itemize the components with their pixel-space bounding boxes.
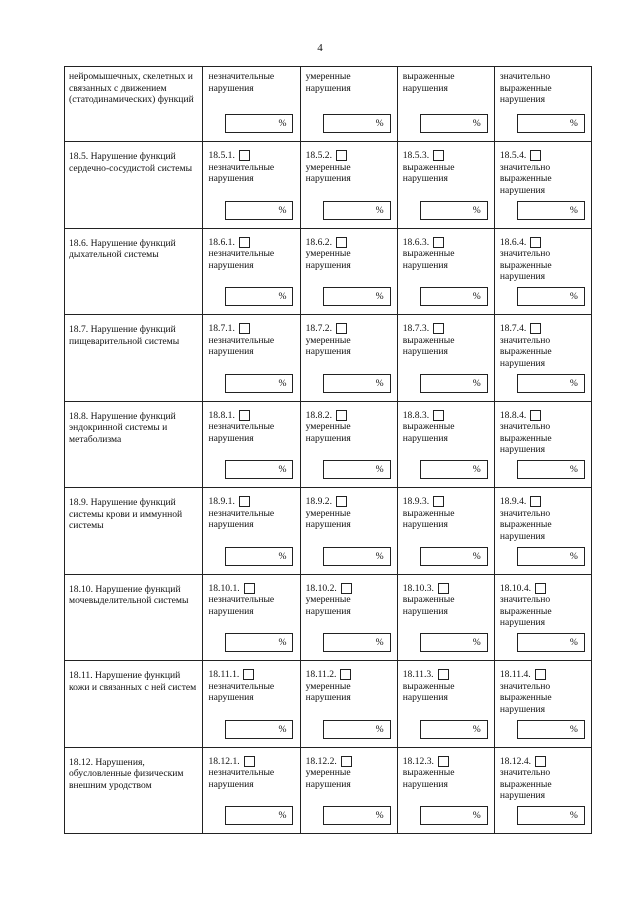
severity-option — [494, 661, 591, 747]
severity-checkbox[interactable] — [530, 496, 541, 507]
severity-checkbox[interactable] — [341, 583, 352, 594]
severity-option — [300, 142, 397, 228]
percent-input-box[interactable] — [225, 287, 293, 306]
severity-option — [397, 661, 494, 747]
percent-input-box[interactable] — [225, 201, 293, 220]
table-row — [64, 229, 592, 316]
percent-sign: % — [375, 550, 384, 562]
severity-option — [300, 315, 397, 401]
percent-sign: % — [569, 291, 578, 302]
percent-input-box[interactable] — [420, 201, 488, 220]
option-code: 18.6.4. — [499, 236, 527, 248]
percent-input-box[interactable] — [323, 460, 391, 479]
option-code: 18.8.1. — [208, 409, 235, 421]
option-code-line — [403, 150, 490, 162]
option-code-line — [403, 410, 490, 422]
percent-input-box[interactable] — [420, 114, 488, 133]
percent-input-box[interactable] — [225, 547, 293, 566]
severity-text: выраженные нарушения — [402, 71, 455, 94]
percent-sign: % — [472, 291, 481, 302]
percent-sign: % — [472, 204, 481, 216]
severity-option — [300, 402, 397, 488]
option-code-line — [500, 323, 587, 335]
severity-text: значительно выраженные нарушения — [499, 680, 552, 715]
option-code-line — [306, 150, 393, 162]
severity-checkbox[interactable] — [341, 756, 352, 767]
option-code: 18.6.1. — [208, 236, 235, 248]
severity-text: умеренные нарушения — [305, 767, 351, 790]
table-row — [64, 488, 592, 575]
severity-option — [202, 488, 299, 574]
option-code-line — [500, 496, 587, 508]
option-code-line — [500, 150, 587, 162]
percent-sign: % — [569, 723, 578, 735]
percent-sign: % — [278, 550, 287, 562]
severity-text: незначительные нарушения — [208, 507, 275, 531]
percent-sign: % — [569, 204, 578, 216]
severity-option — [397, 67, 494, 141]
severity-text: значительно выраженные нарушения — [499, 767, 552, 802]
percent-sign: % — [375, 810, 384, 821]
severity-checkbox[interactable] — [433, 237, 444, 248]
table-row — [64, 748, 592, 835]
severity-option — [494, 315, 591, 401]
percent-sign: % — [278, 637, 287, 648]
severity-checkbox[interactable] — [535, 756, 546, 767]
option-code-line — [403, 583, 490, 595]
option-code-line — [403, 323, 490, 335]
severity-option — [202, 142, 299, 228]
severity-checkbox[interactable] — [433, 410, 444, 421]
percent-input-box[interactable] — [323, 633, 391, 652]
severity-text: значительно выраженные нарушения — [499, 507, 552, 542]
option-code: 18.9.4. — [499, 496, 527, 507]
percent-sign: % — [472, 723, 481, 735]
severity-option — [202, 315, 299, 401]
severity-checkbox[interactable] — [433, 496, 444, 507]
severity-option — [300, 748, 397, 834]
percent-input-box[interactable] — [225, 720, 293, 739]
percent-input-box[interactable] — [517, 114, 585, 133]
percent-sign: % — [278, 291, 287, 302]
severity-text: незначительные нарушения — [208, 161, 275, 185]
percent-sign: % — [375, 377, 384, 389]
option-code: 18.5.3. — [402, 150, 430, 161]
option-code-line — [208, 237, 295, 249]
percent-input-box[interactable] — [323, 114, 391, 133]
option-code-line — [208, 323, 295, 335]
severity-text: умеренные нарушения — [305, 421, 351, 444]
severity-text: выраженные нарушения — [402, 421, 455, 444]
severity-text: значительно выраженные нарушения — [499, 421, 552, 456]
option-code: 18.10.1. — [208, 582, 240, 594]
option-code-line — [500, 756, 587, 768]
severity-text: выраженные нарушения — [402, 161, 455, 185]
option-code: 18.12.2. — [305, 755, 337, 767]
severity-text: незначительные нарушения — [208, 594, 275, 617]
severity-checkbox[interactable] — [535, 583, 546, 594]
option-code: 18.8.4. — [499, 409, 527, 421]
option-code: 18.11.3. — [402, 669, 434, 680]
severity-text: выраженные нарушения — [402, 507, 455, 531]
severity-checkbox[interactable] — [336, 150, 347, 161]
severity-text: незначительные нарушения — [208, 421, 275, 444]
option-code: 18.7.4. — [499, 323, 527, 334]
option-code: 18.7.2. — [305, 323, 332, 334]
option-code-line — [306, 583, 393, 595]
severity-text: выраженные нарушения — [402, 680, 455, 704]
option-code: 18.6.2. — [305, 236, 332, 248]
function-label: нейромышечных, скелетных и связанных с движением (статодинамических) функций — [69, 71, 194, 106]
severity-option — [494, 575, 591, 661]
severity-checkbox[interactable] — [438, 669, 449, 680]
table-row — [64, 315, 592, 402]
severity-text: значительно выраженные нарушения — [499, 334, 552, 369]
option-code-line — [208, 496, 295, 508]
severity-checkbox[interactable] — [530, 237, 541, 248]
severity-option — [202, 67, 299, 141]
severity-text: умеренные нарушения — [305, 248, 351, 271]
severity-checkbox[interactable] — [239, 150, 250, 161]
percent-input-box[interactable] — [420, 720, 488, 739]
option-code: 18.9.1. — [208, 496, 235, 507]
percent-input-box[interactable] — [420, 547, 488, 566]
severity-checkbox[interactable] — [239, 237, 250, 248]
function-label: 18.9. Нарушение функций системы крови и иммунной системы — [69, 497, 183, 532]
percent-sign: % — [278, 810, 287, 821]
severity-checkbox[interactable] — [244, 583, 255, 594]
percent-input-box[interactable] — [420, 633, 488, 652]
severity-option — [397, 142, 494, 228]
severity-checkbox[interactable] — [239, 496, 250, 507]
option-code: 18.11.1. — [208, 669, 240, 680]
option-code: 18.7.3. — [402, 323, 430, 334]
severity-text: выраженные нарушения — [402, 334, 455, 358]
severity-option — [494, 142, 591, 228]
percent-input-box[interactable] — [517, 460, 585, 479]
option-code-line — [208, 756, 295, 768]
severity-option — [397, 229, 494, 315]
option-code-line — [208, 583, 295, 595]
severity-option — [494, 402, 591, 488]
option-code-line — [306, 323, 393, 335]
option-code-line — [306, 669, 393, 681]
severity-option — [494, 488, 591, 574]
severity-option — [300, 67, 397, 141]
severity-option — [494, 229, 591, 315]
percent-input-box[interactable] — [517, 547, 585, 566]
option-code-line — [403, 756, 490, 768]
severity-checkbox[interactable] — [438, 756, 449, 767]
percent-input-box[interactable] — [517, 720, 585, 739]
percent-sign: % — [278, 204, 287, 216]
percent-input-box[interactable] — [225, 374, 293, 393]
severity-option — [202, 661, 299, 747]
percent-sign: % — [569, 810, 578, 821]
severity-option — [300, 575, 397, 661]
percent-sign: % — [472, 550, 481, 562]
option-code: 18.11.2. — [305, 669, 337, 680]
option-code-line — [208, 150, 295, 162]
percent-input-box[interactable] — [323, 547, 391, 566]
function-label: 18.6. Нарушение функций дыхательной системы — [69, 237, 176, 261]
percent-sign: % — [569, 118, 578, 129]
severity-text: незначительные нарушения — [208, 248, 275, 271]
percent-sign: % — [472, 377, 481, 389]
severity-text: значительно выраженные нарушения — [499, 248, 552, 283]
percent-sign: % — [278, 118, 287, 129]
severity-checkbox[interactable] — [336, 410, 347, 421]
severity-option — [397, 488, 494, 574]
severity-checkbox[interactable] — [336, 323, 347, 334]
severity-option — [300, 229, 397, 315]
disability-assessment-table — [64, 66, 592, 834]
option-code-line — [306, 756, 393, 768]
severity-option — [202, 229, 299, 315]
option-code: 18.11.4. — [499, 669, 531, 680]
option-code-line — [500, 583, 587, 595]
severity-text: умеренные нарушения — [305, 594, 351, 617]
severity-text: незначительные нарушения — [208, 334, 275, 358]
option-code-line — [306, 410, 393, 422]
severity-text: значительно выраженные нарушения — [499, 594, 552, 629]
percent-input-box[interactable] — [420, 806, 488, 825]
option-code: 18.8.2. — [305, 409, 332, 421]
option-code: 18.10.2. — [305, 582, 337, 594]
percent-sign: % — [375, 637, 384, 648]
table-row — [64, 142, 592, 229]
option-code-line — [403, 237, 490, 249]
option-code: 18.10.4. — [499, 582, 532, 594]
percent-sign: % — [472, 637, 481, 648]
percent-sign: % — [569, 550, 578, 562]
severity-option — [300, 488, 397, 574]
severity-checkbox[interactable] — [530, 323, 541, 334]
severity-text: умеренные нарушения — [305, 680, 351, 704]
percent-input-box[interactable] — [323, 806, 391, 825]
function-label: 18.5. Нарушение функций сердечно-сосудистой системы — [69, 151, 193, 174]
function-label: 18.11. Нарушение функций кожи и связанных с ней систем — [69, 670, 197, 693]
severity-text: выраженные нарушения — [402, 594, 455, 617]
percent-sign: % — [278, 723, 287, 735]
severity-option — [494, 748, 591, 834]
severity-checkbox[interactable] — [336, 496, 347, 507]
severity-text: незначительные нарушения — [208, 767, 275, 790]
severity-text: умеренные нарушения — [305, 334, 351, 358]
option-code-line — [500, 669, 587, 681]
percent-sign: % — [472, 464, 481, 475]
severity-option — [202, 402, 299, 488]
option-code-line — [403, 669, 490, 681]
option-code-line — [208, 669, 295, 681]
function-label: 18.12. Нарушения, обусловленные физическим внешним уродством — [69, 756, 184, 791]
severity-option — [397, 575, 494, 661]
severity-checkbox[interactable] — [336, 237, 347, 248]
percent-input-box[interactable] — [225, 114, 293, 133]
severity-option — [397, 748, 494, 834]
percent-sign: % — [375, 723, 384, 735]
percent-sign: % — [569, 464, 578, 475]
option-code-line — [306, 237, 393, 249]
option-code: 18.5.1. — [208, 150, 235, 161]
percent-input-box[interactable] — [323, 201, 391, 220]
option-code: 18.9.2. — [305, 496, 332, 507]
percent-input-box[interactable] — [517, 201, 585, 220]
severity-text: умеренные нарушения — [305, 71, 351, 94]
percent-input-box[interactable] — [225, 806, 293, 825]
severity-text: выраженные нарушения — [402, 248, 455, 271]
percent-sign: % — [375, 204, 384, 216]
option-code: 18.7.1. — [208, 323, 235, 334]
percent-input-box[interactable] — [323, 374, 391, 393]
severity-checkbox[interactable] — [535, 669, 546, 680]
percent-input-box[interactable] — [517, 374, 585, 393]
severity-text: значительно выраженные нарушения — [499, 71, 552, 106]
percent-sign: % — [472, 810, 481, 821]
severity-text: выраженные нарушения — [402, 767, 455, 790]
option-code: 18.12.1. — [208, 755, 240, 767]
option-code-line — [500, 237, 587, 249]
severity-text: умеренные нарушения — [305, 161, 351, 185]
percent-input-box[interactable] — [420, 460, 488, 479]
percent-input-box[interactable] — [225, 460, 293, 479]
percent-input-box[interactable] — [420, 374, 488, 393]
severity-text: незначительные нарушения — [208, 71, 275, 94]
percent-sign: % — [278, 464, 287, 475]
percent-input-box[interactable] — [420, 287, 488, 306]
table-row — [64, 66, 592, 142]
percent-input-box[interactable] — [517, 806, 585, 825]
severity-checkbox[interactable] — [433, 150, 444, 161]
percent-sign: % — [278, 377, 287, 389]
percent-input-box[interactable] — [517, 633, 585, 652]
severity-checkbox[interactable] — [438, 583, 449, 594]
function-label: 18.10. Нарушение функций мочевыделительной системы — [69, 583, 189, 607]
severity-text: значительно выраженные нарушения — [499, 161, 552, 196]
option-code-line — [208, 410, 295, 422]
severity-checkbox[interactable] — [530, 410, 541, 421]
severity-option — [397, 315, 494, 401]
option-code-line — [306, 496, 393, 508]
severity-option — [494, 67, 591, 141]
percent-input-box[interactable] — [517, 287, 585, 306]
option-code: 18.10.3. — [402, 582, 434, 594]
function-label: 18.8. Нарушение функций эндокринной системы и метаболизма — [69, 410, 176, 445]
severity-checkbox[interactable] — [243, 669, 254, 680]
percent-sign: % — [569, 377, 578, 389]
severity-checkbox[interactable] — [239, 410, 250, 421]
option-code: 18.6.3. — [402, 236, 430, 248]
severity-checkbox[interactable] — [530, 150, 541, 161]
percent-sign: % — [375, 118, 384, 129]
percent-sign: % — [569, 637, 578, 648]
table-row — [64, 575, 592, 662]
severity-option — [202, 748, 299, 834]
severity-checkbox[interactable] — [244, 756, 255, 767]
option-code: 18.8.3. — [402, 409, 430, 421]
percent-input-box[interactable] — [323, 720, 391, 739]
severity-option — [300, 661, 397, 747]
option-code: 18.5.4. — [499, 150, 527, 161]
percent-sign: % — [375, 291, 384, 302]
option-code: 18.12.3. — [402, 755, 434, 767]
percent-sign: % — [472, 118, 481, 129]
severity-checkbox[interactable] — [239, 323, 250, 334]
option-code: 18.9.3. — [402, 496, 430, 507]
percent-sign: % — [375, 464, 384, 475]
severity-text: умеренные нарушения — [305, 507, 351, 531]
option-code: 18.5.2. — [305, 150, 332, 161]
table-row — [64, 402, 592, 489]
percent-input-box[interactable] — [225, 633, 293, 652]
table-row — [64, 661, 592, 748]
percent-input-box[interactable] — [323, 287, 391, 306]
page-number: 4 — [317, 42, 323, 54]
severity-checkbox[interactable] — [340, 669, 351, 680]
option-code-line — [403, 496, 490, 508]
severity-text: незначительные нарушения — [208, 680, 275, 704]
option-code-line — [500, 410, 587, 422]
severity-checkbox[interactable] — [433, 323, 444, 334]
severity-option — [397, 402, 494, 488]
function-label: 18.7. Нарушение функций пищеварительной системы — [69, 324, 180, 347]
option-code: 18.12.4. — [499, 755, 532, 767]
severity-option — [202, 575, 299, 661]
